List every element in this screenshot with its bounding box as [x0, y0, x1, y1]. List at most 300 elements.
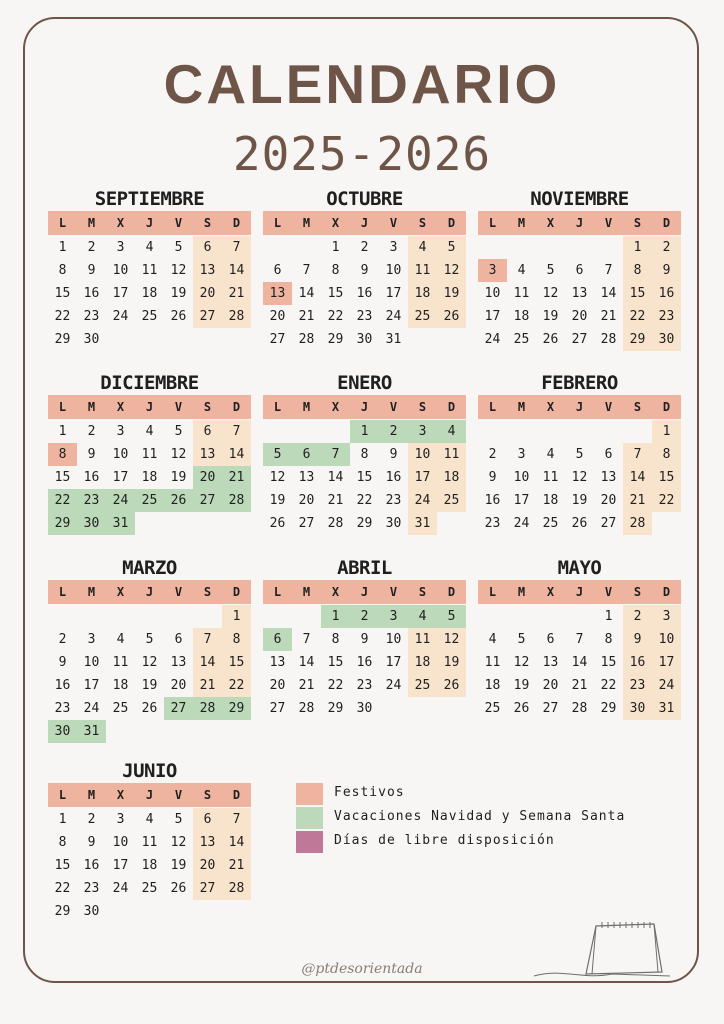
day-cell: 14 — [222, 443, 251, 466]
day-cell: 30 — [652, 328, 681, 351]
weekday-label: D — [447, 400, 456, 414]
day-cell: 8 — [604, 632, 613, 647]
month-name: ABRIL — [337, 557, 392, 579]
day-cell: 27 — [269, 332, 286, 347]
day-cell: 27 — [193, 877, 222, 900]
day-cell: 15 — [54, 286, 71, 301]
day-cell: 7 — [222, 236, 251, 259]
day-cell: 24 — [385, 309, 402, 324]
day-cell: 2 — [58, 632, 67, 647]
month-name: JUNIO — [122, 760, 177, 782]
day-cell: 12 — [141, 655, 158, 670]
legend-swatch — [296, 783, 323, 805]
weekday-label: M — [302, 216, 311, 230]
weekday-label: L — [58, 400, 67, 414]
day-cell: 7 — [604, 263, 613, 278]
weekday-label: V — [174, 585, 183, 599]
weekday-label: S — [418, 585, 427, 599]
day-cell: 26 — [437, 305, 466, 328]
weekday-label: J — [575, 585, 584, 599]
weekday-label: V — [389, 585, 398, 599]
day-cell: 21 — [298, 309, 315, 324]
weekday-label: V — [604, 585, 613, 599]
school-year: 2025-2026 — [232, 127, 492, 181]
weekday-header — [263, 580, 466, 604]
weekday-label: X — [116, 400, 125, 414]
page-title: CALENDARIO — [163, 53, 561, 115]
day-cell: 20 — [269, 309, 286, 324]
day-cell: 31 — [106, 512, 135, 535]
day-cell: 13 — [193, 259, 222, 282]
weekday-label: S — [633, 216, 642, 230]
weekday-label: J — [575, 400, 584, 414]
day-cell: 24 — [385, 678, 402, 693]
weekday-label: D — [662, 216, 671, 230]
weekday-label: X — [116, 216, 125, 230]
day-cell: 3 — [379, 605, 408, 628]
day-cell: 18 — [437, 466, 466, 489]
day-cell: 2 — [379, 420, 408, 443]
day-cell: 18 — [141, 858, 158, 873]
day-cell: 20 — [571, 309, 588, 324]
day-cell: 8 — [58, 263, 67, 278]
day-cell: 8 — [331, 263, 340, 278]
day-cell: 25 — [112, 701, 129, 716]
weekday-label: M — [87, 400, 96, 414]
day-cell: 20 — [542, 678, 559, 693]
day-cell: 9 — [58, 655, 67, 670]
weekday-label: S — [203, 788, 212, 802]
weekday-label: J — [145, 400, 154, 414]
day-cell: 23 — [83, 881, 100, 896]
day-cell: 6 — [193, 420, 222, 443]
weekday-label: X — [116, 585, 125, 599]
day-cell: 14 — [623, 466, 652, 489]
day-cell: 29 — [356, 516, 373, 531]
day-cell: 14 — [193, 651, 222, 674]
day-cell: 23 — [385, 493, 402, 508]
day-cell: 14 — [222, 831, 251, 854]
day-cell: 11 — [141, 835, 158, 850]
day-cell: 17 — [112, 470, 129, 485]
day-cell: 4 — [546, 447, 555, 462]
day-cell: 10 — [112, 835, 129, 850]
day-cell: 23 — [54, 701, 71, 716]
day-cell: 15 — [327, 655, 344, 670]
day-cell: 1 — [58, 424, 67, 439]
day-cell: 2 — [360, 240, 369, 255]
day-cell: 14 — [298, 655, 315, 670]
weekday-label: M — [87, 585, 96, 599]
day-cell: 17 — [83, 678, 100, 693]
day-cell: 5 — [174, 424, 183, 439]
weekday-label: D — [447, 216, 456, 230]
day-cell: 26 — [513, 701, 530, 716]
day-cell: 4 — [145, 240, 154, 255]
day-cell: 4 — [437, 420, 466, 443]
day-cell: 22 — [222, 674, 251, 697]
day-cell: 10 — [385, 632, 402, 647]
day-cell: 12 — [170, 447, 187, 462]
day-cell: 18 — [484, 678, 501, 693]
weekday-label: M — [87, 216, 96, 230]
day-cell: 13 — [600, 470, 617, 485]
day-cell: 28 — [222, 877, 251, 900]
day-cell: 24 — [106, 489, 135, 512]
weekday-label: X — [116, 788, 125, 802]
day-cell: 25 — [141, 309, 158, 324]
weekday-header — [48, 211, 251, 235]
day-cell: 16 — [385, 470, 402, 485]
day-cell: 15 — [652, 466, 681, 489]
day-cell: 30 — [48, 720, 77, 743]
day-cell: 10 — [385, 263, 402, 278]
day-cell: 26 — [164, 489, 193, 512]
weekday-label: X — [331, 400, 340, 414]
day-cell: 3 — [408, 420, 437, 443]
day-cell: 22 — [356, 493, 373, 508]
day-cell: 30 — [83, 332, 100, 347]
day-cell: 2 — [488, 447, 497, 462]
day-cell: 18 — [112, 678, 129, 693]
day-cell: 6 — [273, 263, 282, 278]
day-cell: 2 — [87, 240, 96, 255]
day-cell: 23 — [356, 309, 373, 324]
day-cell: 6 — [546, 632, 555, 647]
day-cell: 5 — [546, 263, 555, 278]
day-cell: 15 — [54, 858, 71, 873]
weekday-label: M — [87, 788, 96, 802]
day-cell: 12 — [542, 286, 559, 301]
weekday-label: M — [302, 585, 311, 599]
day-cell: 23 — [484, 516, 501, 531]
weekday-label: J — [145, 216, 154, 230]
day-cell: 11 — [513, 286, 530, 301]
day-cell: 31 — [77, 720, 106, 743]
day-cell: 29 — [623, 328, 652, 351]
day-cell: 20 — [298, 493, 315, 508]
day-cell: 10 — [408, 443, 437, 466]
weekday-label: J — [145, 788, 154, 802]
day-cell: 24 — [112, 881, 129, 896]
day-cell: 29 — [222, 697, 251, 720]
weekday-label: L — [58, 216, 67, 230]
day-cell: 1 — [58, 240, 67, 255]
day-cell: 15 — [222, 651, 251, 674]
author-handle: @ptdesorientada — [301, 961, 423, 977]
day-cell: 12 — [571, 470, 588, 485]
weekday-label: D — [662, 400, 671, 414]
day-cell: 7 — [302, 263, 311, 278]
day-cell: 23 — [623, 674, 652, 697]
month-name: SEPTIEMBRE — [94, 188, 205, 210]
day-cell: 3 — [116, 240, 125, 255]
day-cell: 11 — [408, 628, 437, 651]
day-cell: 29 — [600, 701, 617, 716]
day-cell: 1 — [623, 236, 652, 259]
day-cell: 18 — [542, 493, 559, 508]
day-cell: 27 — [298, 516, 315, 531]
day-cell: 16 — [83, 470, 100, 485]
legend-swatch — [296, 807, 323, 829]
day-cell: 13 — [193, 831, 222, 854]
day-cell: 14 — [298, 286, 315, 301]
day-cell: 29 — [48, 512, 77, 535]
legend-label: Vacaciones Navidad y Semana Santa — [334, 809, 626, 824]
day-cell: 30 — [356, 332, 373, 347]
day-cell: 12 — [269, 470, 286, 485]
weekday-label: L — [58, 585, 67, 599]
day-cell: 13 — [170, 655, 187, 670]
day-cell: 19 — [170, 470, 187, 485]
day-cell: 9 — [389, 447, 398, 462]
day-cell: 1 — [331, 240, 340, 255]
weekday-label: D — [232, 216, 241, 230]
day-cell: 17 — [652, 651, 681, 674]
day-cell: 4 — [116, 632, 125, 647]
weekday-label: J — [575, 216, 584, 230]
weekday-label: S — [418, 216, 427, 230]
day-cell: 21 — [193, 674, 222, 697]
day-cell: 19 — [141, 678, 158, 693]
weekday-label: D — [447, 585, 456, 599]
day-cell: 7 — [222, 808, 251, 831]
day-cell: 20 — [269, 678, 286, 693]
day-cell: 7 — [222, 420, 251, 443]
day-cell: 10 — [112, 447, 129, 462]
day-cell: 11 — [437, 443, 466, 466]
day-cell: 24 — [408, 489, 437, 512]
day-cell: 29 — [327, 332, 344, 347]
weekday-label: X — [331, 216, 340, 230]
day-cell: 21 — [571, 678, 588, 693]
day-cell: 7 — [193, 628, 222, 651]
day-cell: 14 — [222, 259, 251, 282]
day-cell: 29 — [54, 332, 71, 347]
day-cell: 24 — [513, 516, 530, 531]
month-name: FEBRERO — [541, 372, 618, 394]
day-cell: 13 — [269, 655, 286, 670]
day-cell: 19 — [571, 493, 588, 508]
day-cell: 5 — [437, 605, 466, 628]
day-cell: 1 — [652, 420, 681, 443]
day-cell: 15 — [623, 282, 652, 305]
weekday-label: D — [662, 585, 671, 599]
day-cell: 26 — [141, 701, 158, 716]
legend-label: Festivos — [334, 785, 405, 800]
day-cell: 19 — [437, 282, 466, 305]
day-cell: 29 — [54, 904, 71, 919]
day-cell: 8 — [222, 628, 251, 651]
weekday-header — [478, 580, 681, 604]
day-cell: 1 — [58, 812, 67, 827]
day-cell: 17 — [385, 286, 402, 301]
day-cell: 10 — [652, 628, 681, 651]
weekday-label: M — [517, 400, 526, 414]
legend-label: Días de libre disposición — [334, 833, 555, 848]
day-cell: 19 — [513, 678, 530, 693]
day-cell: 25 — [135, 489, 164, 512]
day-cell: 3 — [389, 240, 398, 255]
day-cell: 21 — [222, 854, 251, 877]
day-cell: 6 — [604, 447, 613, 462]
day-cell: 9 — [360, 632, 369, 647]
day-cell: 22 — [48, 489, 77, 512]
day-cell: 25 — [408, 674, 437, 697]
day-cell: 14 — [327, 470, 344, 485]
day-cell: 31 — [385, 332, 402, 347]
day-cell: 5 — [437, 236, 466, 259]
day-cell: 18 — [141, 286, 158, 301]
day-cell: 11 — [542, 470, 559, 485]
day-cell: 27 — [600, 516, 617, 531]
day-cell: 21 — [600, 309, 617, 324]
day-cell: 5 — [174, 812, 183, 827]
day-cell: 3 — [116, 424, 125, 439]
day-cell: 14 — [571, 655, 588, 670]
day-cell: 18 — [408, 282, 437, 305]
day-cell: 18 — [141, 470, 158, 485]
day-cell: 5 — [145, 632, 154, 647]
weekday-label: L — [273, 400, 282, 414]
day-cell: 5 — [575, 447, 584, 462]
day-cell: 7 — [302, 632, 311, 647]
weekday-label: V — [174, 216, 183, 230]
day-cell: 25 — [408, 305, 437, 328]
day-cell: 22 — [54, 309, 71, 324]
day-cell: 2 — [652, 236, 681, 259]
day-cell: 30 — [77, 512, 106, 535]
day-cell: 3 — [116, 812, 125, 827]
day-cell: 23 — [356, 678, 373, 693]
weekday-label: V — [389, 216, 398, 230]
day-cell: 4 — [408, 236, 437, 259]
month-name: DICIEMBRE — [100, 372, 199, 394]
day-cell: 29 — [327, 701, 344, 716]
day-cell: 25 — [484, 701, 501, 716]
weekday-label: S — [418, 400, 427, 414]
day-cell: 30 — [385, 516, 402, 531]
weekday-label: S — [633, 400, 642, 414]
day-cell: 4 — [145, 812, 154, 827]
day-cell: 16 — [484, 493, 501, 508]
weekday-label: L — [488, 400, 497, 414]
day-cell: 15 — [600, 655, 617, 670]
day-cell: 23 — [652, 305, 681, 328]
day-cell: 28 — [222, 305, 251, 328]
day-cell: 21 — [298, 678, 315, 693]
day-cell: 31 — [408, 512, 437, 535]
day-cell: 25 — [542, 516, 559, 531]
day-cell: 27 — [164, 697, 193, 720]
weekday-label: V — [174, 788, 183, 802]
day-cell: 28 — [600, 332, 617, 347]
weekday-label: X — [546, 400, 555, 414]
day-cell: 28 — [623, 512, 652, 535]
day-cell: 6 — [174, 632, 183, 647]
weekday-header — [48, 395, 251, 419]
weekday-label: V — [604, 400, 613, 414]
legend-swatch — [296, 831, 323, 853]
day-cell: 19 — [170, 858, 187, 873]
day-cell: 30 — [83, 904, 100, 919]
weekday-label: S — [203, 216, 212, 230]
day-cell: 28 — [298, 701, 315, 716]
day-cell: 9 — [87, 835, 96, 850]
day-cell: 20 — [170, 678, 187, 693]
day-cell: 30 — [623, 697, 652, 720]
weekday-label: M — [517, 216, 526, 230]
day-cell: 21 — [623, 489, 652, 512]
day-cell: 23 — [83, 309, 100, 324]
day-cell: 13 — [263, 282, 292, 305]
day-cell: 21 — [222, 466, 251, 489]
day-cell: 27 — [542, 701, 559, 716]
month-name: OCTUBRE — [326, 188, 403, 210]
day-cell: 27 — [269, 701, 286, 716]
weekday-label: S — [203, 585, 212, 599]
day-cell: 9 — [360, 263, 369, 278]
day-cell: 21 — [327, 493, 344, 508]
day-cell: 16 — [83, 858, 100, 873]
day-cell: 13 — [298, 470, 315, 485]
weekday-label: S — [203, 400, 212, 414]
day-cell: 6 — [292, 443, 321, 466]
day-cell: 1 — [350, 420, 379, 443]
day-cell: 11 — [141, 263, 158, 278]
day-cell: 8 — [652, 443, 681, 466]
day-cell: 26 — [269, 516, 286, 531]
weekday-label: J — [360, 400, 369, 414]
day-cell: 12 — [170, 263, 187, 278]
day-cell: 8 — [331, 632, 340, 647]
day-cell: 26 — [437, 674, 466, 697]
weekday-label: D — [232, 400, 241, 414]
day-cell: 2 — [623, 605, 652, 628]
day-cell: 25 — [437, 489, 466, 512]
day-cell: 22 — [327, 678, 344, 693]
day-cell: 26 — [571, 516, 588, 531]
weekday-header — [478, 395, 681, 419]
day-cell: 28 — [222, 489, 251, 512]
day-cell: 4 — [517, 263, 526, 278]
day-cell: 11 — [112, 655, 129, 670]
weekday-label: D — [232, 788, 241, 802]
day-cell: 1 — [604, 609, 613, 624]
day-cell: 28 — [193, 697, 222, 720]
day-cell: 6 — [575, 263, 584, 278]
weekday-label: V — [174, 400, 183, 414]
weekday-header — [263, 211, 466, 235]
day-cell: 13 — [542, 655, 559, 670]
day-cell: 17 — [484, 309, 501, 324]
weekday-label: J — [145, 585, 154, 599]
day-cell: 20 — [193, 466, 222, 489]
day-cell: 3 — [517, 447, 526, 462]
day-cell: 16 — [83, 286, 100, 301]
day-cell: 1 — [321, 605, 350, 628]
day-cell: 19 — [170, 286, 187, 301]
weekday-label: X — [331, 585, 340, 599]
month-name: MAYO — [557, 557, 602, 579]
day-cell: 17 — [112, 286, 129, 301]
day-cell: 24 — [112, 309, 129, 324]
day-cell: 28 — [327, 516, 344, 531]
day-cell: 7 — [575, 632, 584, 647]
day-cell: 8 — [48, 443, 77, 466]
day-cell: 18 — [513, 309, 530, 324]
day-cell: 3 — [652, 605, 681, 628]
